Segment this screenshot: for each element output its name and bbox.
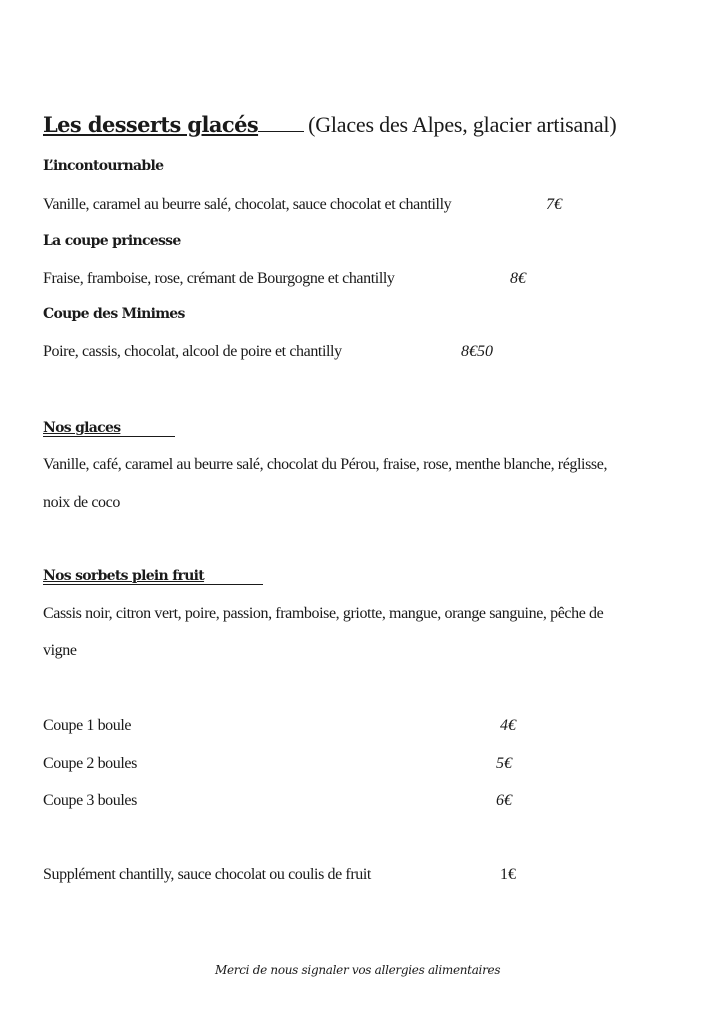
sorbets-flavors-line: vigne — [43, 642, 77, 659]
supplement-price: 1€ — [500, 866, 516, 883]
menu-title-subtitle: (Glaces des Alpes, glacier artisanal) — [308, 112, 617, 137]
coupe-price: 8€ — [510, 270, 526, 287]
boule-option-label: Coupe 3 boules — [43, 792, 137, 809]
boule-option-price: 6€ — [496, 792, 512, 809]
menu-title — [43, 112, 616, 138]
section-underline — [43, 436, 175, 437]
coupe-name: Coupe des Minimes — [43, 306, 185, 322]
coupe-description: Vanille, caramel au beurre salé, chocolat, sauce chocolat et chantilly — [43, 196, 452, 213]
coupe-description: Fraise, framboise, rose, crémant de Bourgogne et chantilly — [43, 270, 395, 287]
boule-option-price: 5€ — [496, 755, 512, 772]
coupe-name: L’incontournable — [43, 158, 164, 174]
allergy-notice: Merci de nous signaler vos allergies alimentaires — [215, 963, 501, 977]
coupe-name: La coupe princesse — [43, 233, 181, 249]
boule-option-price: 4€ — [500, 717, 516, 734]
supplement-label: Supplément chantilly, sauce chocolat ou coulis de fruit — [43, 866, 371, 883]
sorbets-flavors-line: Cassis noir, citron vert, poire, passion, framboise, griotte, mangue, orange sanguine, pêche de — [43, 605, 604, 622]
boule-option-label: Coupe 2 boules — [43, 755, 137, 772]
section-underline — [43, 584, 263, 585]
glaces-flavors-line: Vanille, café, caramel au beurre salé, chocolat du Pérou, fraise, rose, menthe blanche, réglisse, — [43, 456, 608, 473]
menu-title-main: Les desserts glacés — [43, 112, 259, 137]
coupe-description: Poire, cassis, chocolat, alcool de poire et chantilly — [43, 343, 342, 360]
boule-option-label: Coupe 1 boule — [43, 717, 132, 734]
coupe-price: 8€50 — [461, 343, 493, 360]
section-heading-sorbets: Nos sorbets plein fruit — [43, 568, 205, 584]
coupe-price: 7€ — [546, 196, 562, 213]
section-heading-glaces: Nos glaces — [43, 420, 121, 436]
title-underline-fill — [258, 113, 304, 132]
glaces-flavors-line: noix de coco — [43, 494, 120, 511]
